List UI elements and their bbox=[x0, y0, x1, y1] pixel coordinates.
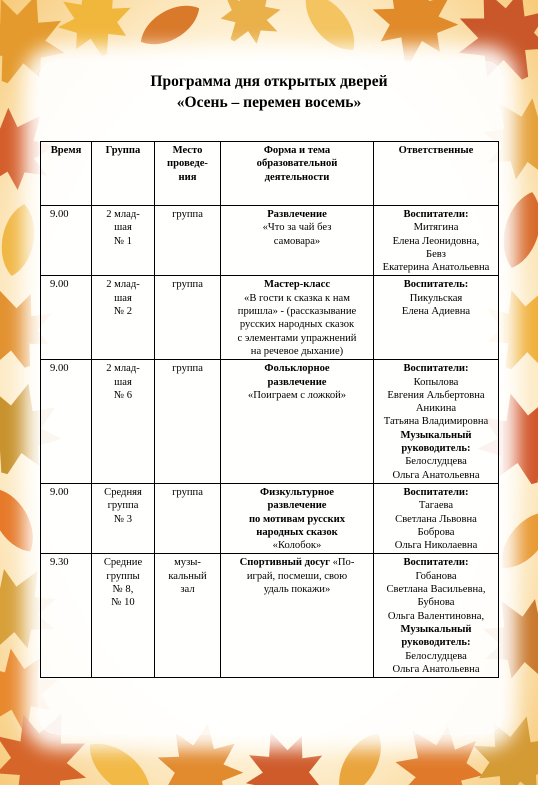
person-name: Ольга Анатольевна bbox=[392, 469, 480, 481]
group-text: Средние bbox=[103, 557, 143, 569]
person-name: Митягина bbox=[413, 222, 459, 234]
group-cell bbox=[92, 206, 155, 276]
form-title: Фольклорное bbox=[264, 363, 330, 375]
responsible-cell bbox=[374, 206, 499, 276]
group-text: группы bbox=[106, 570, 140, 582]
time-cell bbox=[41, 554, 92, 678]
group-cell bbox=[92, 360, 155, 484]
group-cell bbox=[92, 276, 155, 360]
group-text: № 6 bbox=[113, 389, 133, 401]
schedule-table bbox=[40, 141, 499, 678]
form-title: развлечение bbox=[267, 500, 327, 512]
header-place: Место проведе- ния bbox=[155, 142, 221, 206]
form-title: по мотивам русских bbox=[248, 513, 346, 525]
person-name: Екатерина Анатольевна bbox=[382, 262, 490, 274]
group-text: № 1 bbox=[113, 235, 133, 247]
group-text: группа bbox=[107, 500, 139, 512]
header-group: Группа bbox=[92, 142, 155, 206]
form-title: Развлечение bbox=[267, 209, 327, 220]
place-text: музы- bbox=[174, 557, 201, 569]
person-name: Бубнова bbox=[417, 597, 455, 609]
place-cell bbox=[155, 483, 221, 553]
person-name: Татьяна Владимировна bbox=[383, 416, 489, 428]
header-form: Форма и тема образовательной деятельности bbox=[221, 142, 374, 206]
header-time: Время bbox=[41, 142, 92, 206]
time-cell bbox=[41, 483, 92, 553]
responsible-cell bbox=[374, 276, 499, 360]
form-text: самовара» bbox=[273, 235, 321, 247]
place-text: группа bbox=[172, 363, 203, 375]
form-title: Физкультурное bbox=[260, 486, 334, 498]
time-value: 9.30 bbox=[50, 557, 69, 569]
form-line bbox=[223, 583, 371, 596]
person-name: Ольга Анатольевна bbox=[392, 663, 480, 675]
person-name: Гобанова bbox=[415, 570, 457, 582]
form-cell bbox=[221, 360, 374, 484]
page-subtitle: «Осень – перемен восемь» bbox=[176, 94, 362, 111]
person-name: Бевз bbox=[426, 248, 446, 260]
form-cell bbox=[221, 206, 374, 276]
table-row bbox=[41, 360, 499, 484]
role-label: Воспитатели: bbox=[403, 209, 469, 220]
place-cell bbox=[155, 554, 221, 678]
group-cell bbox=[92, 554, 155, 678]
form-text: играй, посмеши, свою bbox=[246, 570, 348, 582]
place-cell bbox=[155, 276, 221, 360]
form-text: русских народных сказок bbox=[239, 319, 355, 331]
form-text: «Поиграем с ложкой» bbox=[247, 389, 347, 401]
time-cell bbox=[41, 276, 92, 360]
role-label: Воспитатели: bbox=[403, 557, 469, 569]
person-name: Елена Леонидовна, bbox=[392, 235, 480, 247]
responsible-cell bbox=[374, 554, 499, 678]
group-text: 2 млад- bbox=[106, 209, 140, 220]
group-text: шая bbox=[114, 376, 132, 388]
group-text: № 2 bbox=[113, 306, 133, 318]
person-name: Евгения Альбертовна bbox=[387, 389, 485, 401]
place-cell bbox=[155, 206, 221, 276]
person-name: Ольга Валентиновна, bbox=[387, 610, 485, 622]
form-title: Мастер-класс bbox=[263, 279, 331, 291]
form-line bbox=[223, 556, 371, 569]
table-row bbox=[41, 483, 499, 553]
group-cell bbox=[92, 483, 155, 553]
form-text: «Колобок» bbox=[272, 540, 322, 552]
form-title: народных сказок bbox=[256, 526, 338, 538]
place-text: группа bbox=[172, 209, 203, 220]
group-text: № 8, bbox=[112, 584, 134, 596]
place-text: зал bbox=[180, 584, 195, 596]
role-label: Музыкальный bbox=[400, 429, 472, 441]
place-text: группа bbox=[172, 486, 203, 498]
table-row bbox=[41, 554, 499, 678]
group-text: 2 млад- bbox=[106, 279, 140, 291]
form-text: «По- bbox=[329, 557, 355, 569]
place-text: кальный bbox=[168, 570, 207, 582]
form-text: на речевое дыхание) bbox=[250, 345, 344, 357]
role-label: Воспитатели: bbox=[403, 363, 469, 375]
role-label: Воспитатель: bbox=[403, 279, 469, 291]
person-name: Аникина bbox=[415, 403, 457, 415]
group-text: Средняя bbox=[104, 486, 142, 498]
group-text: шая bbox=[114, 292, 132, 304]
person-name: Ольга Николаевна bbox=[394, 540, 478, 552]
form-text: «В гости к сказка к нам bbox=[244, 292, 350, 304]
form-text: «Что за чай без bbox=[262, 222, 332, 234]
time-value: 9.00 bbox=[50, 363, 69, 375]
responsible-cell bbox=[374, 360, 499, 484]
person-name: Боброва bbox=[417, 526, 455, 538]
person-name: Светлана Васильевна, bbox=[386, 584, 486, 596]
form-line bbox=[223, 570, 371, 583]
responsible-cell bbox=[374, 483, 499, 553]
table-header-row bbox=[41, 142, 499, 206]
group-text: шая bbox=[114, 222, 132, 234]
page-title: Программа дня открытых дверей bbox=[150, 73, 388, 90]
form-text: с элементами упражнений bbox=[237, 332, 357, 344]
role-label: руководитель: bbox=[401, 637, 471, 649]
form-cell bbox=[221, 554, 374, 678]
group-text: 2 млад- bbox=[106, 363, 140, 375]
form-title: развлечение bbox=[267, 376, 327, 388]
group-text: № 3 bbox=[113, 513, 133, 525]
table-row bbox=[41, 276, 499, 360]
time-value: 9.00 bbox=[50, 486, 69, 498]
person-name: Копылова bbox=[413, 376, 459, 388]
person-name: Пикульская bbox=[409, 292, 463, 304]
form-text: пришла» - (рассказывание bbox=[237, 306, 357, 318]
time-cell bbox=[41, 360, 92, 484]
person-name: Белослудцева bbox=[405, 650, 467, 662]
header-responsible: Ответственные bbox=[374, 142, 499, 206]
person-name: Елена Адиевна bbox=[401, 306, 471, 318]
place-cell bbox=[155, 360, 221, 484]
form-cell bbox=[221, 276, 374, 360]
place-text: группа bbox=[172, 279, 203, 291]
person-name: Тагаева bbox=[418, 500, 454, 512]
role-label: Воспитатели: bbox=[403, 486, 469, 498]
table-row bbox=[41, 206, 499, 276]
person-name: Светлана Львовна bbox=[395, 513, 477, 525]
time-value: 9.00 bbox=[50, 279, 69, 291]
time-cell bbox=[41, 206, 92, 276]
role-label: Музыкальный bbox=[400, 623, 472, 635]
role-label: руководитель: bbox=[401, 443, 471, 455]
time-value: 9.00 bbox=[50, 209, 69, 220]
form-cell bbox=[221, 483, 374, 553]
form-text: Спортивный досуг bbox=[239, 557, 330, 569]
person-name: Белослудцева bbox=[405, 456, 467, 468]
group-text: № 10 bbox=[111, 597, 135, 609]
form-text: удаль покажи» bbox=[263, 584, 331, 596]
